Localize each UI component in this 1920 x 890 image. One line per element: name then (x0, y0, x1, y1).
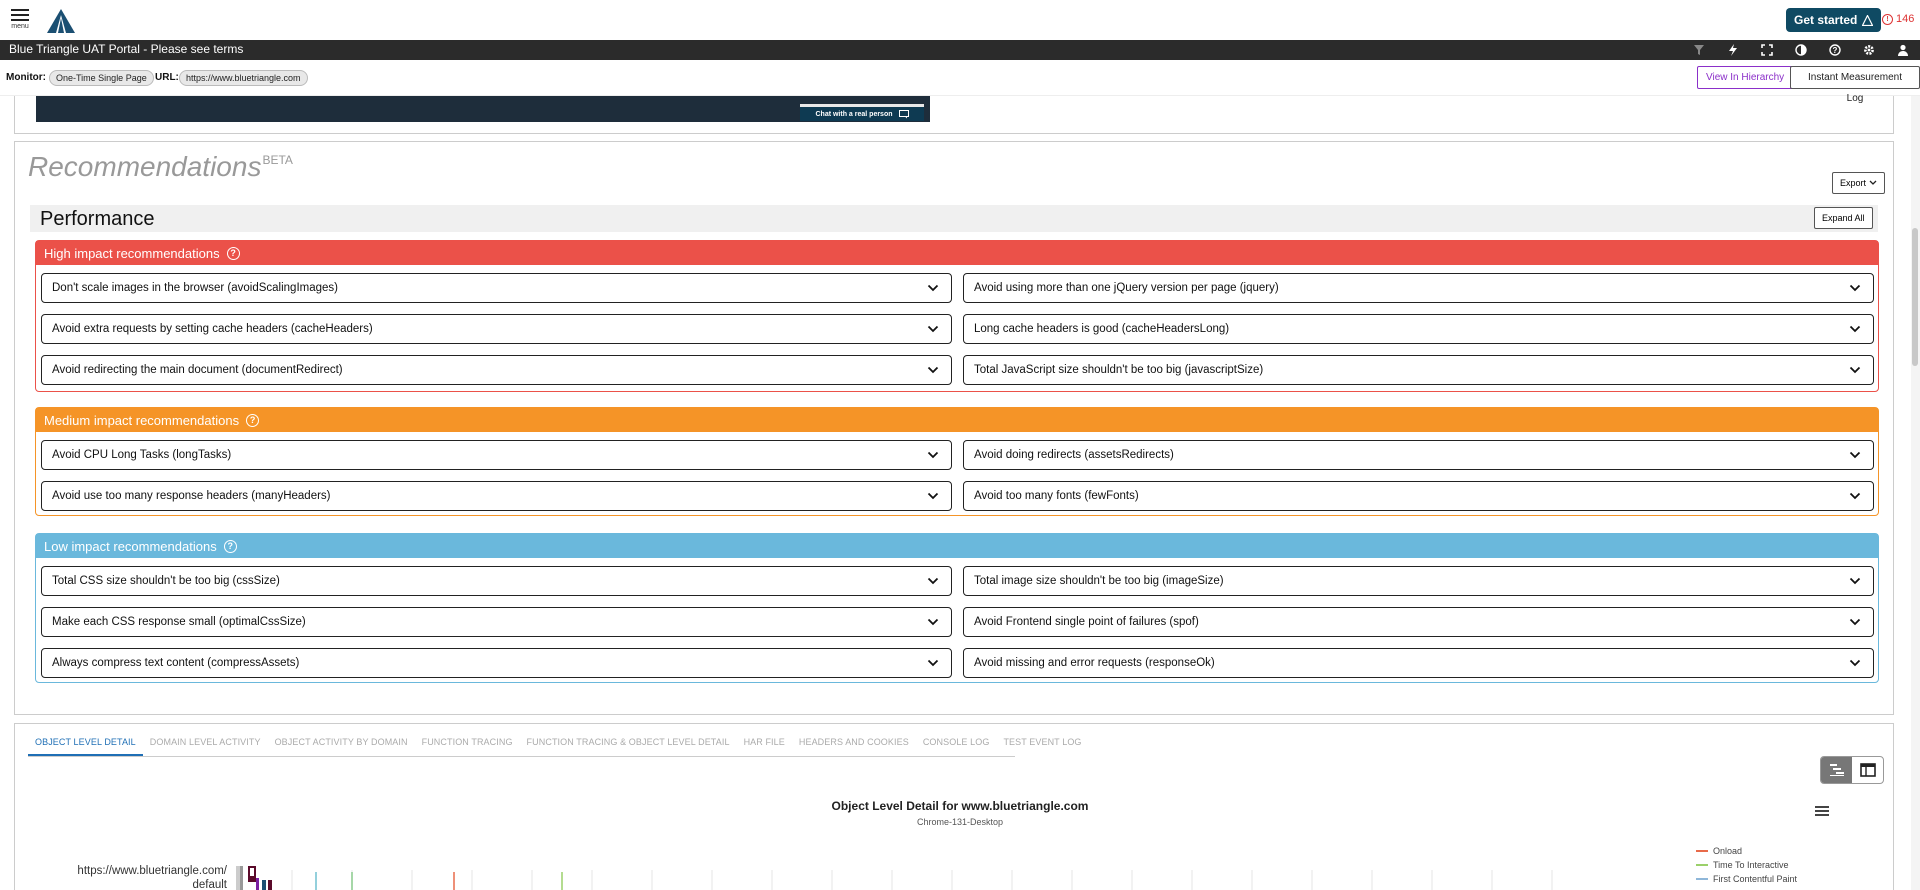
recommendations-title-text: Recommendations (28, 151, 262, 182)
portal-title: Blue Triangle UAT Portal - Please see terms (9, 42, 244, 56)
legend-swatch (1696, 864, 1708, 866)
help-icon[interactable]: ? (224, 540, 237, 553)
waterfall-row-label (40, 864, 227, 890)
monitor-bar (0, 60, 1920, 104)
recommendation-item[interactable] (41, 355, 952, 385)
row-label-url: https://www.bluetriangle.com/ (77, 865, 227, 877)
high-impact-header[interactable] (36, 241, 1878, 265)
medium-impact-title: Medium impact recommendations (44, 412, 240, 428)
instant-measurement-log-button[interactable]: Instant Measurement Log (1790, 66, 1920, 89)
object-bar (240, 866, 243, 890)
chart-gridlines (292, 870, 1552, 890)
tab-console-log[interactable]: CONSOLE LOG (922, 737, 990, 747)
tab-function-tracing[interactable]: FUNCTION TRACING (421, 737, 513, 747)
chevron-down-icon (1849, 283, 1861, 293)
recommendation-item[interactable] (41, 273, 952, 303)
chevron-down-icon (927, 365, 939, 375)
recommendation-label: Always compress text content (compressAssets) (52, 657, 300, 669)
waterfall-chart (0, 820, 1920, 890)
url-chip[interactable]: https://www.bluetriangle.com (179, 70, 308, 86)
view-in-hierarchy-button[interactable]: View In Hierarchy (1697, 66, 1793, 89)
low-impact-header[interactable] (36, 534, 1878, 558)
recommendation-item[interactable] (963, 355, 1874, 385)
recommendation-label: Avoid extra requests by setting cache headers (cacheHeaders) (52, 323, 373, 335)
high-impact-group (35, 240, 1879, 392)
tab-object-activity-by-domain[interactable]: OBJECT ACTIVITY BY DOMAIN (274, 737, 408, 747)
recommendation-label: Total CSS size shouldn't be too big (cssSize) (52, 575, 280, 587)
page-scrollbar[interactable] (1911, 96, 1920, 890)
object-bar (262, 880, 266, 890)
tab-har-file[interactable]: HAR FILE (743, 737, 785, 747)
legend-item[interactable] (1696, 872, 1797, 886)
get-started-label: Get started (1794, 13, 1858, 27)
expand-all-button[interactable]: Expand All (1814, 207, 1873, 229)
chevron-down-icon (1849, 450, 1861, 460)
table-view-icon[interactable] (1852, 757, 1883, 783)
medium-impact-header[interactable] (36, 408, 1878, 432)
chevron-down-icon (927, 617, 939, 627)
recommendation-label: Avoid using more than one jQuery version per page (jquery) (974, 282, 1279, 294)
menu-icon-bar (11, 19, 29, 21)
recommendation-item[interactable] (41, 314, 952, 344)
monitor-label: Monitor: (6, 72, 46, 83)
legend-label: Time To Interactive (1713, 860, 1789, 870)
chevron-down-icon (1849, 617, 1861, 627)
help-icon[interactable]: ? (227, 247, 240, 260)
tab-headers-and-cookies[interactable]: HEADERS AND COOKIES (798, 737, 909, 747)
recommendation-label: Make each CSS response small (optimalCssSize) (52, 616, 306, 628)
recommendation-label: Don't scale images in the browser (avoidScalingImages) (52, 282, 338, 294)
tab-object-level-detail[interactable]: OBJECT LEVEL DETAIL (28, 734, 143, 756)
recommendation-item[interactable] (41, 648, 952, 678)
blue-triangle-logo[interactable] (46, 8, 76, 34)
legend-swatch (1696, 850, 1708, 852)
chevron-down-icon (1849, 365, 1861, 375)
chart-menu-icon[interactable] (1815, 806, 1829, 818)
tab-function-tracing-object-level[interactable]: FUNCTION TRACING & OBJECT LEVEL DETAIL (526, 737, 730, 747)
recommendation-item[interactable] (963, 648, 1874, 678)
notifications[interactable] (1882, 13, 1914, 25)
chevron-down-icon (1849, 658, 1861, 668)
high-impact-title: High impact recommendations (44, 245, 220, 261)
recommendation-item[interactable] (963, 566, 1874, 596)
recommendation-label: Avoid missing and error requests (responseOk) (974, 657, 1215, 669)
export-label: Export (1840, 178, 1867, 188)
chat-label: Chat with a real person (815, 110, 893, 118)
object-bar (256, 878, 259, 890)
alert-icon: ! (1882, 14, 1893, 25)
recommendation-label: Avoid CPU Long Tasks (longTasks) (52, 449, 232, 461)
legend-label: First Contentful Paint (1713, 874, 1798, 884)
chevron-down-icon (1849, 324, 1861, 334)
url-label: URL: (155, 72, 179, 83)
medium-impact-group (35, 407, 1879, 516)
object-bar (268, 880, 272, 890)
chart-legend (1696, 844, 1797, 886)
performance-heading: Performance (40, 208, 155, 230)
chart-subtitle: Chrome-131-Desktop (916, 817, 1004, 827)
detail-tabs (28, 734, 1082, 757)
row-label-sub: default (192, 879, 227, 890)
menu-icon-bar (11, 14, 29, 16)
triangle-icon (1862, 15, 1873, 26)
recommendation-item[interactable] (963, 481, 1874, 511)
chevron-down-icon (1849, 576, 1861, 586)
recommendation-label: Total image size shouldn't be too big (imageSize) (974, 575, 1224, 587)
menu-icon (11, 9, 29, 11)
chevron-down-icon (927, 491, 939, 501)
tab-domain-level-activity[interactable]: DOMAIN LEVEL ACTIVITY (149, 737, 261, 747)
performance-section-header (30, 205, 1878, 232)
contrast-icon[interactable] (1784, 40, 1818, 60)
svg-text:?: ? (1832, 46, 1838, 55)
filter-icon[interactable] (1682, 40, 1716, 60)
legend-label: Onload (1713, 846, 1743, 856)
recommendation-item[interactable] (41, 566, 952, 596)
help-icon[interactable] (1818, 40, 1852, 60)
waterfall-view-icon[interactable] (1821, 757, 1852, 783)
user-icon[interactable] (1886, 40, 1920, 60)
legend-item[interactable] (1696, 844, 1797, 858)
recommendation-item[interactable] (963, 607, 1874, 637)
scrollbar-thumb[interactable] (1912, 228, 1918, 366)
recommendation-label: Avoid redirecting the main document (documentRedirect) (52, 364, 343, 376)
low-impact-group (35, 533, 1879, 683)
chevron-down-icon (1869, 180, 1877, 186)
legend-item[interactable] (1696, 858, 1797, 872)
view-toggle (1820, 756, 1884, 784)
menu-button[interactable] (8, 7, 32, 35)
chevron-down-icon (1849, 491, 1861, 501)
recommendations-title (28, 151, 293, 183)
menu-label: menu (11, 23, 29, 30)
legend-swatch (1696, 878, 1708, 880)
chat-button-in-screenshot (800, 104, 924, 121)
notification-count: 146 (1896, 13, 1915, 25)
top-header (0, 0, 1920, 40)
recommendation-label: Avoid too many fonts (fewFonts) (974, 490, 1139, 502)
object-bar (236, 866, 240, 890)
beta-badge: BETA (262, 153, 293, 167)
chat-icon (899, 110, 909, 119)
recommendation-item[interactable] (963, 273, 1874, 303)
settings-icon[interactable] (1852, 40, 1886, 60)
recommendation-item[interactable] (41, 607, 952, 637)
recommendation-item[interactable] (963, 440, 1874, 470)
fullscreen-icon[interactable] (1750, 40, 1784, 60)
recommendation-item[interactable] (41, 440, 952, 470)
chevron-down-icon (927, 576, 939, 586)
monitor-chip[interactable]: One-Time Single Page (49, 70, 154, 86)
tab-test-event-log[interactable]: TEST EVENT LOG (1003, 737, 1082, 747)
recommendation-item[interactable] (963, 314, 1874, 344)
get-started-button[interactable] (1786, 8, 1881, 32)
page-screenshot (36, 96, 930, 122)
help-icon[interactable]: ? (246, 414, 259, 427)
object-bar (250, 868, 254, 876)
recommendation-label: Avoid doing redirects (assetsRedirects) (974, 449, 1174, 461)
recommendation-label: Avoid use too many response headers (manyHeaders) (52, 490, 331, 502)
recommendation-label: Long cache headers is good (cacheHeadersLong) (974, 323, 1230, 335)
title-bar (0, 40, 1920, 60)
export-button[interactable] (1832, 172, 1885, 194)
chevron-down-icon (927, 658, 939, 668)
chevron-down-icon (927, 324, 939, 334)
lightning-icon[interactable] (1716, 40, 1750, 60)
low-impact-title: Low impact recommendations (44, 538, 217, 554)
chevron-down-icon (927, 283, 939, 293)
recommendation-item[interactable] (41, 481, 952, 511)
chevron-down-icon (927, 450, 939, 460)
toolbar-icons (1682, 40, 1920, 60)
recommendation-label: Avoid Frontend single point of failures (spof) (974, 616, 1199, 628)
chart-title: Object Level Detail for www.bluetriangle.com (831, 799, 1089, 813)
recommendation-label: Total JavaScript size shouldn't be too big (javascriptSize) (974, 364, 1264, 376)
